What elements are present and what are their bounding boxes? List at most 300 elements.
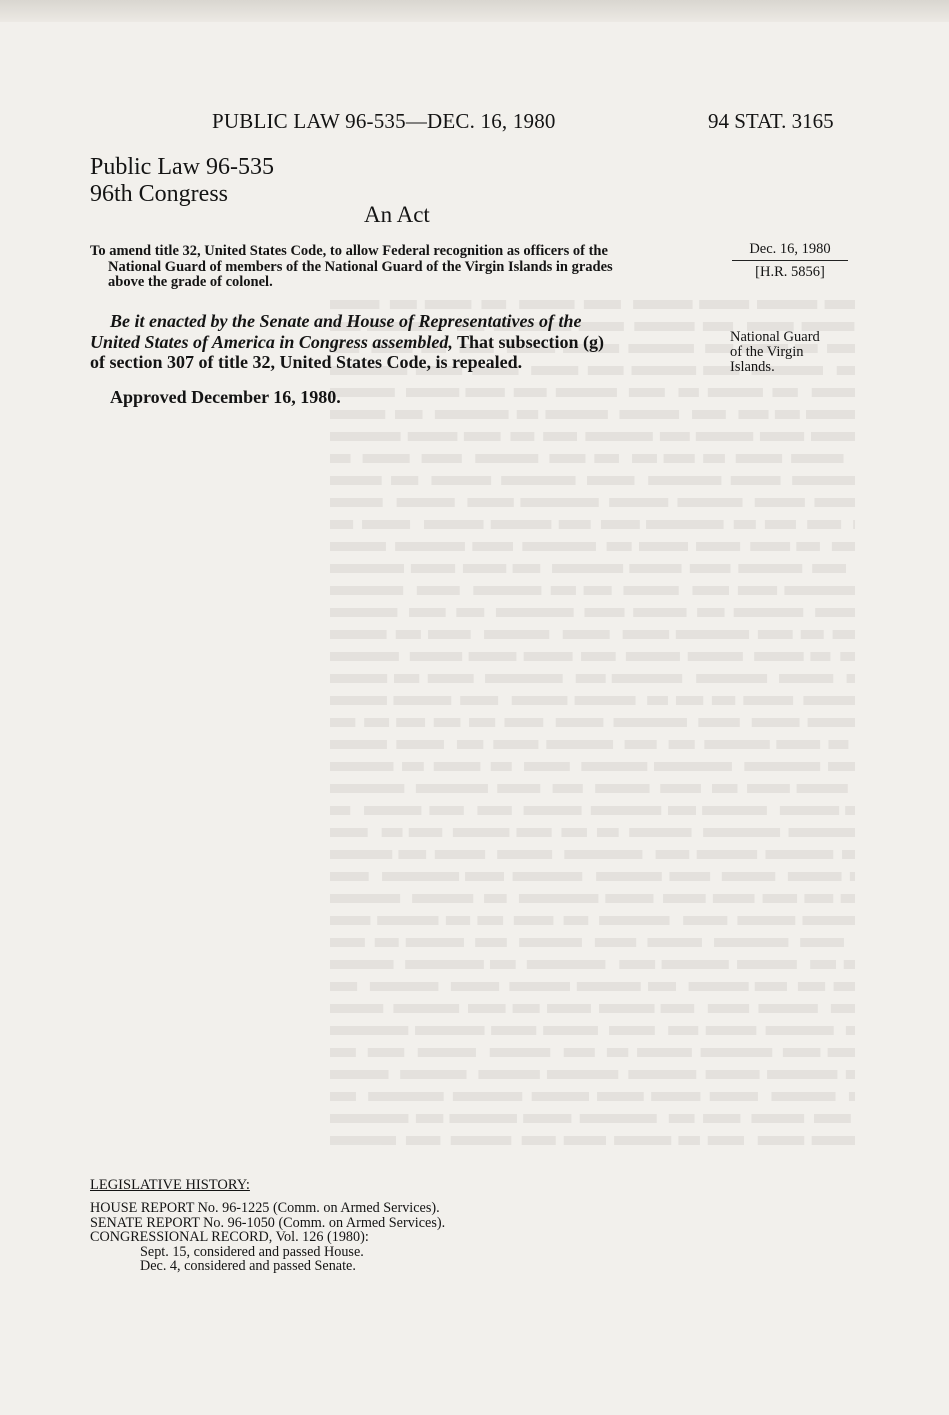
bleed-mark xyxy=(398,850,426,859)
bleed-mark xyxy=(660,784,701,793)
bleed-mark xyxy=(789,828,855,837)
bleed-mark xyxy=(522,1136,556,1145)
act-heading: An Act xyxy=(364,202,430,227)
bleed-mark xyxy=(330,762,393,771)
bleed-mark xyxy=(409,828,443,837)
bleed-mark xyxy=(330,476,382,485)
bleed-mark xyxy=(663,894,706,903)
bleed-mark xyxy=(580,1114,657,1123)
bleed-mark xyxy=(510,432,534,441)
bleed-mark xyxy=(435,850,485,859)
bleed-mark xyxy=(651,1092,700,1101)
bleed-mark xyxy=(377,916,438,925)
bleed-mark xyxy=(654,762,732,771)
bleed-mark xyxy=(330,410,385,419)
bleed-mark xyxy=(584,608,624,617)
bleed-mark xyxy=(722,872,776,881)
bleed-mark xyxy=(632,454,657,463)
bleed-mark xyxy=(738,410,768,419)
bleed-mark xyxy=(330,674,387,683)
bleed-mark xyxy=(416,784,488,793)
bleed-mark xyxy=(752,718,800,727)
bleed-mark xyxy=(607,542,632,551)
bleed-mark xyxy=(812,564,846,573)
bleed-mark xyxy=(699,300,749,309)
bleed-mark xyxy=(501,476,575,485)
bleed-mark xyxy=(597,828,619,837)
bleed-mark xyxy=(743,696,793,705)
enacting-clause xyxy=(90,311,720,373)
bleed-mark xyxy=(449,1114,516,1123)
enactment-date: Dec. 16, 1980 xyxy=(749,241,831,257)
bleed-mark xyxy=(545,410,607,419)
scan-top-edge xyxy=(0,0,949,22)
bleed-mark xyxy=(637,1048,692,1057)
bleed-mark xyxy=(832,542,855,551)
bleed-mark xyxy=(330,960,394,969)
bleed-mark xyxy=(509,982,570,991)
bleed-mark xyxy=(523,1114,571,1123)
bleed-mark xyxy=(522,542,596,551)
bleed-mark xyxy=(647,938,702,947)
bleed-mark xyxy=(810,652,830,661)
bleed-mark xyxy=(696,542,740,551)
bleed-mark xyxy=(561,828,587,837)
margin-note-subject xyxy=(730,330,860,375)
bleed-mark xyxy=(609,498,668,507)
bleed-mark xyxy=(846,1026,855,1035)
bleed-mark xyxy=(703,1114,740,1123)
bleed-mark xyxy=(477,916,503,925)
bleed-mark xyxy=(766,1026,834,1035)
bleed-mark xyxy=(393,696,451,705)
bleed-mark xyxy=(465,872,504,881)
bleed-mark xyxy=(751,1114,804,1123)
bleed-mark xyxy=(668,806,696,815)
bleed-mark xyxy=(595,784,649,793)
bleed-mark xyxy=(664,454,695,463)
bleed-mark xyxy=(465,388,504,397)
bleed-mark xyxy=(330,630,387,639)
bleed-mark xyxy=(330,586,403,595)
bleed-mark xyxy=(628,1070,696,1079)
bleed-mark xyxy=(760,432,804,441)
bleed-mark xyxy=(428,674,474,683)
bleed-mark xyxy=(543,432,577,441)
bleed-mark xyxy=(532,1092,589,1101)
bleed-mark xyxy=(810,960,836,969)
bleed-mark xyxy=(712,784,737,793)
bleed-mark xyxy=(744,762,820,771)
bleed-mark xyxy=(330,564,404,573)
congressional-record: CONGRESSIONAL RECORD, Vol. 126 (1980): xyxy=(90,1229,369,1246)
bleed-mark xyxy=(330,872,369,881)
subject-line: National Guard xyxy=(730,329,820,345)
bleed-mark xyxy=(394,674,419,683)
bleed-mark xyxy=(784,586,855,595)
bleed-mark xyxy=(519,894,598,903)
law-title-block xyxy=(90,154,274,208)
bleed-mark xyxy=(595,938,636,947)
bleed-mark xyxy=(524,652,573,661)
bleed-mark xyxy=(513,872,583,881)
bleed-mark xyxy=(850,872,855,881)
bleed-mark xyxy=(776,740,820,749)
bleed-mark xyxy=(828,762,855,771)
approval-date: Approved December 16, 1980. xyxy=(110,387,341,407)
bleed-mark xyxy=(626,652,680,661)
bleed-mark xyxy=(330,916,370,925)
bleed-mark xyxy=(484,894,507,903)
bleed-mark xyxy=(714,938,788,947)
bleed-mark xyxy=(577,982,641,991)
bleed-mark xyxy=(564,916,589,925)
bleed-mark xyxy=(646,520,724,529)
bleed-mark xyxy=(734,608,804,617)
bleed-mark xyxy=(698,718,739,727)
bleed-mark xyxy=(688,652,743,661)
bleed-mark xyxy=(330,696,387,705)
bleed-mark xyxy=(490,1048,551,1057)
subject-line: of the Virgin xyxy=(730,344,804,360)
bleed-mark xyxy=(669,872,710,881)
bleed-mark xyxy=(417,586,460,595)
bleed-mark xyxy=(330,982,357,991)
bleed-mark xyxy=(547,1070,618,1079)
bleed-mark xyxy=(845,806,855,815)
bleed-mark xyxy=(362,520,410,529)
bleed-mark xyxy=(623,586,678,595)
bleed-mark xyxy=(330,1114,408,1123)
bleed-mark xyxy=(368,1092,443,1101)
bleed-mark xyxy=(734,520,756,529)
bleed-mark xyxy=(601,520,640,529)
bleed-mark xyxy=(814,1114,851,1123)
bleed-mark xyxy=(847,674,855,683)
bleed-mark xyxy=(708,1136,744,1145)
enact-italic: United States of America in Congress assembled, xyxy=(90,331,453,352)
bleed-mark xyxy=(576,674,606,683)
bleed-mark xyxy=(330,454,351,463)
bleed-mark xyxy=(481,300,506,309)
bleed-mark xyxy=(678,388,698,397)
bleed-mark xyxy=(812,388,855,397)
bleed-mark xyxy=(368,1048,405,1057)
bleed-mark xyxy=(491,520,552,529)
bleed-mark xyxy=(828,1048,855,1057)
bleed-mark xyxy=(330,828,368,837)
bleed-mark xyxy=(708,388,763,397)
bill-number: [H.R. 5856] xyxy=(755,264,825,280)
bleed-mark xyxy=(469,652,517,661)
bleed-mark xyxy=(370,982,438,991)
bleed-mark xyxy=(425,300,472,309)
bleed-mark xyxy=(395,542,465,551)
bleed-mark xyxy=(406,1136,440,1145)
bleed-mark xyxy=(758,630,793,639)
bleed-mark xyxy=(546,740,613,749)
bleed-mark xyxy=(619,410,679,419)
bleed-mark xyxy=(415,1026,485,1035)
bleed-mark xyxy=(800,938,844,947)
bleed-mark xyxy=(629,828,691,837)
bleed-mark xyxy=(581,652,616,661)
bleed-mark xyxy=(633,608,686,617)
bleed-mark xyxy=(468,1004,506,1013)
bleed-mark xyxy=(625,740,657,749)
bleed-mark xyxy=(563,630,610,639)
bleed-mark xyxy=(594,454,619,463)
bleed-mark xyxy=(464,432,501,441)
bleed-mark xyxy=(807,520,841,529)
bleed-mark xyxy=(706,1026,757,1035)
bleed-mark xyxy=(434,718,461,727)
bleed-mark xyxy=(648,982,676,991)
bleed-mark xyxy=(549,454,585,463)
bleed-mark xyxy=(330,784,404,793)
bleed-mark xyxy=(330,718,355,727)
bleed-mark xyxy=(585,432,652,441)
bleed-mark xyxy=(763,894,798,903)
bleed-mark xyxy=(706,1070,760,1079)
law-number: Public Law 96-535 xyxy=(90,154,274,180)
bleed-mark xyxy=(396,718,425,727)
bleed-mark xyxy=(524,806,582,815)
bleed-mark xyxy=(428,630,471,639)
bleed-mark xyxy=(842,850,855,859)
bleed-mark xyxy=(364,718,389,727)
bleed-mark xyxy=(697,608,724,617)
bleed-mark xyxy=(330,1026,408,1035)
bleed-mark xyxy=(647,696,668,705)
bleed-mark xyxy=(676,696,703,705)
bleed-mark xyxy=(713,894,755,903)
bleed-mark xyxy=(736,454,782,463)
bleed-mark xyxy=(406,388,459,397)
bleed-mark xyxy=(519,938,582,947)
bleed-mark xyxy=(513,1004,540,1013)
bleed-mark xyxy=(757,300,817,309)
bleed-mark xyxy=(703,454,725,463)
bleed-mark xyxy=(841,894,855,903)
bleed-mark xyxy=(599,1004,654,1013)
bleed-mark xyxy=(463,564,506,573)
bleed-mark xyxy=(581,762,647,771)
bleed-mark xyxy=(556,388,617,397)
bleed-mark xyxy=(553,784,583,793)
bleed-mark xyxy=(564,1136,606,1145)
bleed-mark xyxy=(648,476,721,485)
bleed-mark xyxy=(831,1004,855,1013)
bleed-mark xyxy=(797,784,848,793)
bleed-mark xyxy=(683,916,727,925)
bleed-mark xyxy=(330,520,353,529)
bleed-mark xyxy=(330,498,383,507)
bleed-mark xyxy=(678,1136,700,1145)
bleed-mark xyxy=(668,1026,698,1035)
record-entry: Dec. 4, considered and passed Senate. xyxy=(140,1258,356,1275)
bleed-mark xyxy=(692,586,729,595)
bleed-mark xyxy=(629,388,665,397)
bleed-mark xyxy=(609,1026,655,1035)
enact-line: of section 307 of title 32, United States Code, is repealed. xyxy=(90,352,523,372)
bleed-mark xyxy=(596,872,662,881)
bleed-mark xyxy=(737,916,795,925)
bleed-mark xyxy=(662,960,729,969)
bleed-mark xyxy=(792,476,855,485)
bleed-mark xyxy=(656,850,690,859)
bleed-mark xyxy=(712,696,735,705)
bleed-mark xyxy=(802,916,855,925)
bleed-mark xyxy=(519,300,574,309)
bleed-mark xyxy=(605,894,653,903)
bleed-mark xyxy=(517,410,538,419)
bleed-mark xyxy=(330,894,400,903)
bleed-mark xyxy=(747,784,790,793)
bleed-mark xyxy=(704,740,769,749)
bleed-mark xyxy=(779,674,833,683)
bleed-mark xyxy=(390,300,417,309)
legislative-history-heading: LEGISLATIVE HISTORY: xyxy=(90,1177,250,1193)
purpose-line: To amend title 32, United States Code, to allow Federal recognition as officers of the xyxy=(90,243,608,259)
bleed-mark xyxy=(780,806,839,815)
bleed-mark xyxy=(844,960,855,969)
congress-number: 96th Congress xyxy=(90,181,228,207)
bleed-mark xyxy=(493,740,538,749)
bleed-mark xyxy=(330,1048,356,1057)
bleed-mark xyxy=(849,1092,855,1101)
bleed-mark xyxy=(564,1048,595,1057)
bleed-mark xyxy=(410,652,462,661)
bleed-mark xyxy=(514,916,554,925)
bleed-mark xyxy=(853,520,855,529)
bleed-mark xyxy=(738,564,802,573)
bleed-mark xyxy=(477,806,511,815)
bleed-mark xyxy=(669,740,695,749)
bleed-mark xyxy=(490,960,516,969)
bleed-mark xyxy=(330,740,387,749)
bleed-mark xyxy=(564,850,642,859)
house-report: HOUSE REPORT No. 96-1225 (Comm. on Armed Services). xyxy=(90,1200,440,1216)
bleed-mark xyxy=(840,652,855,661)
bleed-mark xyxy=(446,916,470,925)
bleed-mark xyxy=(552,564,623,573)
bleed-mark xyxy=(473,586,541,595)
bleed-mark xyxy=(496,608,574,617)
bleed-mark xyxy=(708,1004,749,1013)
record-entry: Sept. 15, considered and passed House. xyxy=(140,1243,364,1260)
bleed-mark xyxy=(702,806,767,815)
bleed-mark xyxy=(629,564,681,573)
bleed-mark xyxy=(469,718,495,727)
bleed-mark xyxy=(815,608,855,617)
bleed-mark xyxy=(543,1026,598,1035)
bleed-mark xyxy=(412,894,473,903)
bleed-mark xyxy=(814,498,855,507)
bleed-mark xyxy=(472,542,513,551)
bleed-mark xyxy=(750,542,790,551)
bleed-mark xyxy=(422,454,462,463)
bleed-mark xyxy=(587,476,635,485)
bleed-mark xyxy=(669,1114,695,1123)
bleed-mark xyxy=(364,806,421,815)
purpose-line: above the grade of colonel. xyxy=(108,274,273,290)
bleed-mark xyxy=(400,1070,466,1079)
enact-text: That subsection (g) xyxy=(452,331,605,352)
bleed-mark xyxy=(416,1114,443,1123)
bleed-mark xyxy=(330,1004,383,1013)
bleed-mark xyxy=(524,762,570,771)
bleed-mark xyxy=(801,630,824,639)
bleed-mark xyxy=(612,674,682,683)
legislative-history-body xyxy=(90,1201,445,1274)
bleed-mark xyxy=(453,1092,522,1101)
bleed-mark xyxy=(703,828,780,837)
bleed-mark xyxy=(497,784,540,793)
subject-line: Islands. xyxy=(730,359,775,375)
bleed-mark xyxy=(330,652,399,661)
bleed-mark xyxy=(639,542,688,551)
bleed-mark xyxy=(677,498,742,507)
bleed-mark xyxy=(754,652,803,661)
bleed-mark xyxy=(804,894,833,903)
bleed-mark xyxy=(791,454,843,463)
bleed-mark xyxy=(676,630,749,639)
bleed-mark xyxy=(457,740,483,749)
bleed-mark xyxy=(527,960,606,969)
bleed-mark xyxy=(491,1026,536,1035)
bleed-mark xyxy=(382,872,459,881)
enact-line xyxy=(90,311,720,332)
bleed-mark xyxy=(808,718,855,727)
bleed-mark xyxy=(405,960,484,969)
bleed-mark xyxy=(772,388,797,397)
bleed-mark xyxy=(692,410,726,419)
bleed-mark xyxy=(516,828,551,837)
bleed-mark xyxy=(491,762,512,771)
bleed-mark xyxy=(478,1070,539,1079)
bleed-mark xyxy=(633,300,692,309)
bleed-mark xyxy=(409,608,446,617)
bleed-mark xyxy=(330,938,365,947)
bleed-mark xyxy=(429,806,463,815)
bleed-mark xyxy=(514,388,547,397)
bleed-mark xyxy=(431,476,491,485)
bleed-mark xyxy=(556,718,604,727)
bleed-mark xyxy=(696,432,753,441)
bleed-mark xyxy=(382,828,403,837)
bleed-mark xyxy=(783,1048,821,1057)
bleed-mark xyxy=(330,850,392,859)
bleed-mark xyxy=(614,718,687,727)
bleed-mark xyxy=(330,542,386,551)
bleed-mark xyxy=(661,1004,695,1013)
bleed-mark xyxy=(614,1136,671,1145)
bleed-mark xyxy=(690,564,731,573)
running-header-left: PUBLIC LAW 96-535—DEC. 16, 1980 xyxy=(212,109,556,133)
bleed-mark xyxy=(520,498,598,507)
bleed-mark xyxy=(737,960,797,969)
bleed-mark xyxy=(597,1092,644,1101)
bleed-mark xyxy=(513,564,541,573)
bleed-mark xyxy=(396,630,421,639)
bleed-mark xyxy=(451,982,499,991)
bleed-mark xyxy=(758,1136,805,1145)
bleed-mark xyxy=(834,982,855,991)
bleed-mark xyxy=(607,1048,628,1057)
bleed-mark xyxy=(833,630,855,639)
bleed-mark xyxy=(434,762,481,771)
